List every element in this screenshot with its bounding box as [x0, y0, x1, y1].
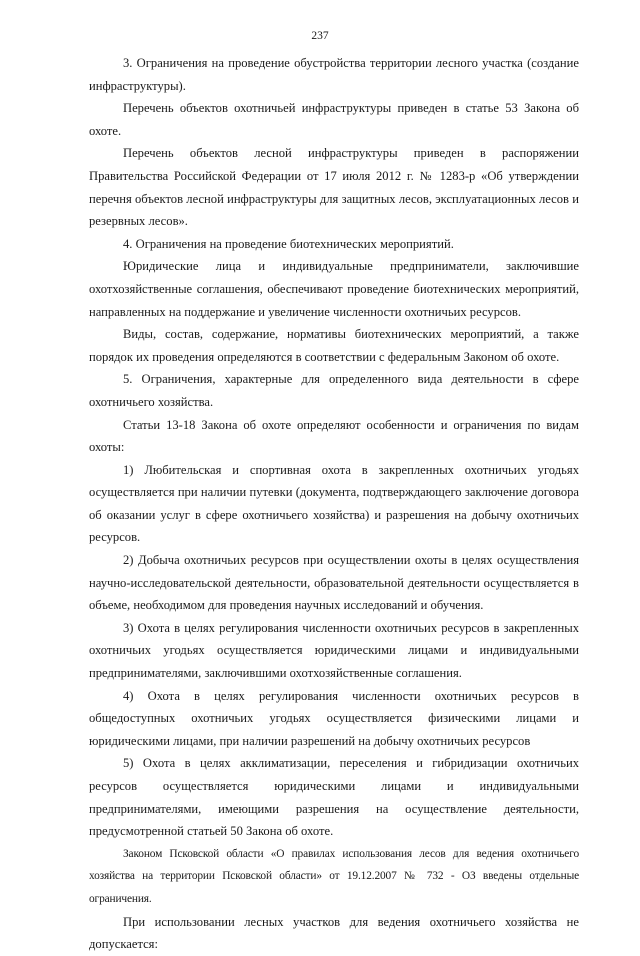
- page-number: 237: [311, 30, 329, 42]
- paragraph: Перечень объектов лесной инфраструктуры приведен в распоряжении Правительства Российской Федерации от 17 июля 2012 г. № 1283-р «Об утверждении перечня объектов лесной инфраструктуры для защитных лесов, эксплуатационных лесов и резервных лесов».: [89, 146, 579, 229]
- paragraph: 3) Охота в целях регулирования численности охотничьих ресурсов в закрепленных охотничьих угодьях осуществляется юридическими лицами и индивидуальными предпринимателями, заключившими охотхозяйственные соглашения.: [89, 620, 579, 681]
- paragraph: 5) Охота в целях акклиматизации, переселения и гибридизации охотничьих ресурсов осуществляется юридическими лицами и индивидуальными предпринимателями, имеющими разрешения на осуществление деятельности, предусмотренной статьей 50 Закона об охоте.: [89, 756, 579, 839]
- paragraph: 3. Ограничения на проведение обустройства территории лесного участка (создание инфраструктуры).: [89, 56, 579, 93]
- paragraph: 1) Любительская и спортивная охота в закрепленных охотничьих угодьях осуществляется при наличии путевки (документа, подтверждающего заключение договора об оказании услуг в сфере охотничьего хозяйства) и разрешения на добычу охотничьих ресурсов.: [89, 462, 579, 545]
- paragraph: 5. Ограничения, характерные для определенного вида деятельности в сфере охотничьего хозяйства.: [89, 372, 579, 409]
- paragraph: 2) Добыча охотничьих ресурсов при осуществлении охоты в целях осуществления научно-исследовательской деятельности, образовательной деятельности осуществляется в объеме, необходимом для проведения научных исследований и обучения.: [89, 553, 579, 613]
- paragraph: Юридические лица и индивидуальные предприниматели, заключившие охотхозяйственные соглашения, обеспечивают проведение биотехнических мероприятий, направленных на поддержание и увеличение численности охотничьих ресурсов.: [89, 259, 579, 319]
- paragraph: Виды, состав, содержание, нормативы биотехнических мероприятий, а также порядок их проведения определяются в соответствии с федеральным Законом об охоте.: [89, 327, 579, 364]
- paragraph: 4. Ограничения на проведение биотехнических мероприятий.: [123, 236, 454, 251]
- paragraph: Законом Псковской области «О правилах использования лесов для ведения охотничьего хозяйства на территории Псковской области» от 19.12.2007 № 732 - ОЗ введены отдельные ограничения.: [89, 847, 579, 905]
- paragraph: 4) Охота в целях регулирования численности охотничьих ресурсов в общедоступных охотничьих угодьях осуществляется физическими лицами и юридическими лицами, при наличии разрешений на добычу охотничьих ресурсов: [89, 688, 579, 748]
- paragraph: Перечень объектов охотничьей инфраструктуры приведен в статье 53 Закона об охоте.: [89, 101, 579, 138]
- paragraph: При использовании лесных участков для ведения охотничьего хозяйства не допускается:: [89, 914, 579, 952]
- paragraph: Статьи 13-18 Закона об охоте определяют особенности и ограничения по видам охоты:: [89, 417, 579, 455]
- document-body: [89, 52, 579, 956]
